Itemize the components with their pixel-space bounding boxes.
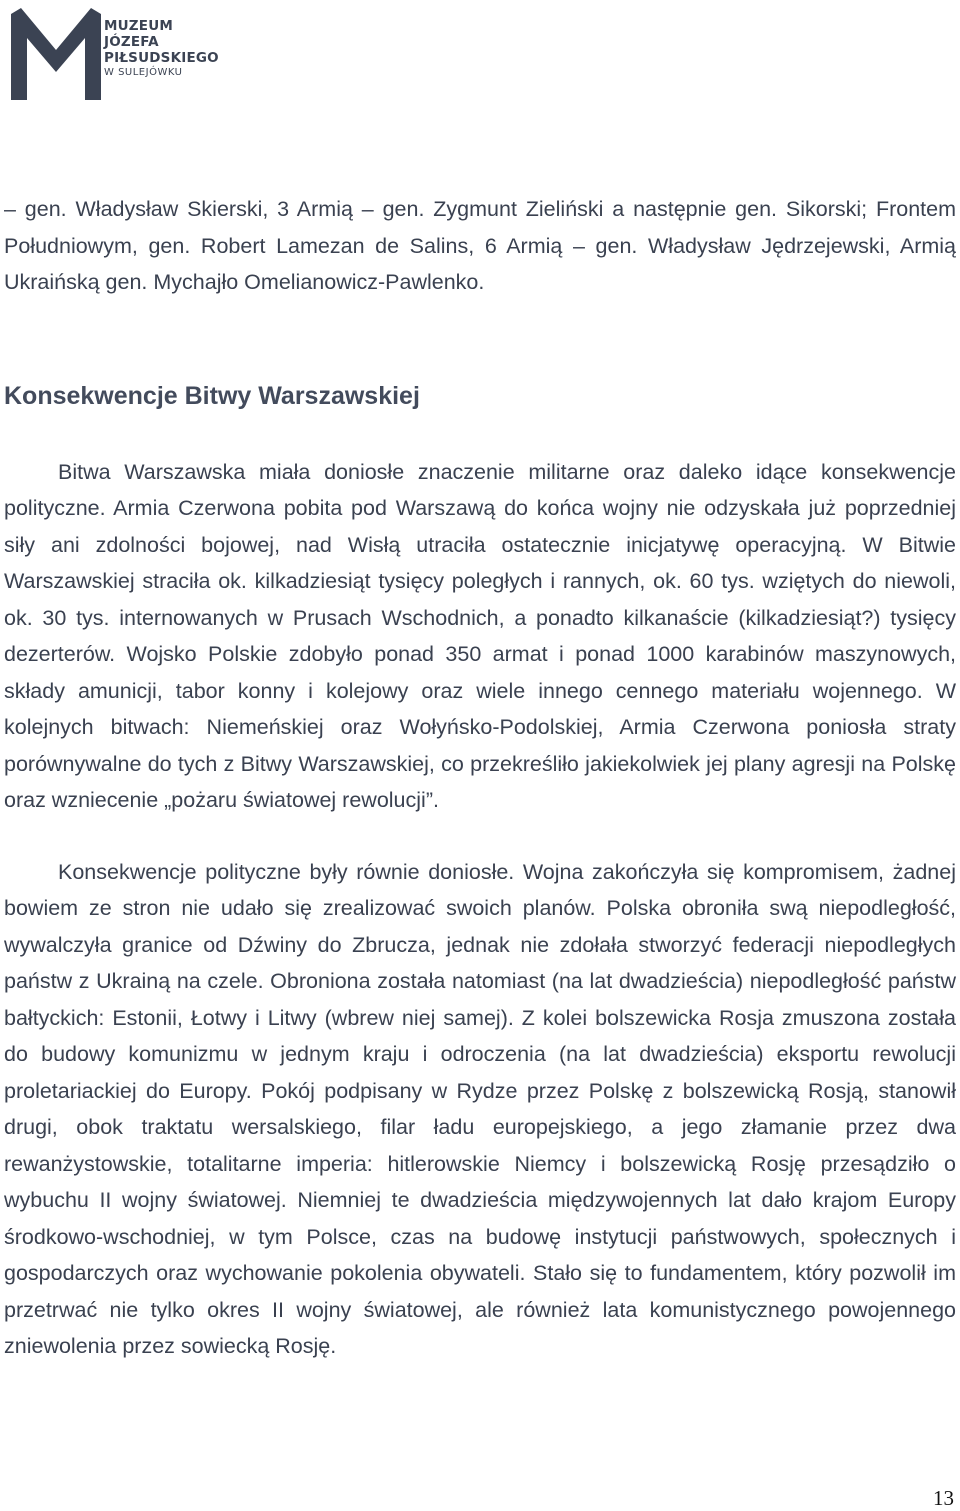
paragraph-military-consequences: Bitwa Warszawska miała doniosłe znaczenie militarne oraz daleko idące konsekwencje polityczne. Armia Czerwona pobita pod Warszawą do końca wojny nie odzyskała już poprzedniej siły ani zdolności bojowej, nad Wisłą utraciła ostatecznie inicjatywę operacyjną. W Bitwie Warszawskiej straciła ok. kilkadziesiąt tysięcy poległych i rannych, ok. 60 tys. wziętych do niewoli, ok. 30 tys. internowanych w Prusach Wschodnich, a ponadto kilkanaście (kilkadziesiąt?) tysięcy dezerterów. Wojsko Polskie zdobyło ponad 350 armat i ponad 1000 karabinów maszynowych, składy amunicji, tabor konny i kolejowy oraz wiele innego cennego materiału wojennego. W kolejnych bitwach: Niemeńskiej oraz Wołyńsko-Podolskiej, Armia Czerwona poniosła straty porównywalne do tych z Bitwy Warszawskiej, co przekreśliło jakiekolwiek jej plany agresji na Polskę oraz wzniecenie „pożaru światowej rewolucji”. [4,459,956,812]
intro-paragraph: – gen. Władysław Skierski, 3 Armią – gen. Zygmunt Zieliński a następnie gen. Sikorski; Frontem Południowym, gen. Robert Lamezan de Salins, 6 Armią – gen. Władysław Jędrzejewski, Armią Ukraińską gen. Mychajło Omelianowicz-Pawlenko. [4,197,956,294]
museum-m-logo-icon [11,8,101,103]
logo-line-1: MUZEUM [104,18,174,34]
museum-logo-text [104,18,219,79]
logo-line-2: JÓZEFA [104,34,159,50]
document-body [4,191,956,1365]
museum-logo [11,8,241,103]
section-heading: Konsekwencje Bitwy Warszawskiej [4,381,420,410]
logo-line-3: PIŁSUDSKIEGO [104,50,219,66]
logo-line-4: W SULEJÓWKU [104,67,183,78]
paragraph-political-consequences: Konsekwencje polityczne były równie doniosłe. Wojna zakończyła się kompromisem, żadnej bowiem ze stron nie udało się zrealizować swoich planów. Polska obroniła swą niepodległość, wywalczyła granice od Dźwiny do Zbrucza, jednak nie zdołała stworzyć federacji niepodległych państw z Ukrainą na czele. Obroniona została natomiast (na lat dwadzieścia) niepodległość państw bałtyckich: Estonii, Łotwy i Litwy (wbrew niej samej). Z kolei bolszewicka Rosja zmuszona została do budowy komunizmu w jednym kraju i odroczenia (na lat dwadzieścia) eksportu rewolucji proletariackiej do Europy. Pokój podpisany w Rydze przez Polskę z bolszewicką Rosją, stanowił drugi, obok traktatu wersalskiego, filar ładu europejskiego, a jego złamanie przez dwa rewanżystowskie, totalitarne imperia: hitlerowskie Niemcy i bolszewicką Rosję przesądziło o wybuchu II wojny światowej. Niemniej te dwadzieścia międzywojennych lat dało krajom Europy środkowo-wschodniej, w tym Polsce, czas na budowę instytucji państwowych, społecznych i gospodarczych oraz wychowanie pokolenia obywateli. Stało się to fundamentem, który pozwolił im przetrwać nie tylko okres II wojny światowej, ale również lata komunistycznego powojennego zniewolenia przez sowiecką Rosję. [4,859,956,1358]
page-number: 13 [933,1486,954,1510]
